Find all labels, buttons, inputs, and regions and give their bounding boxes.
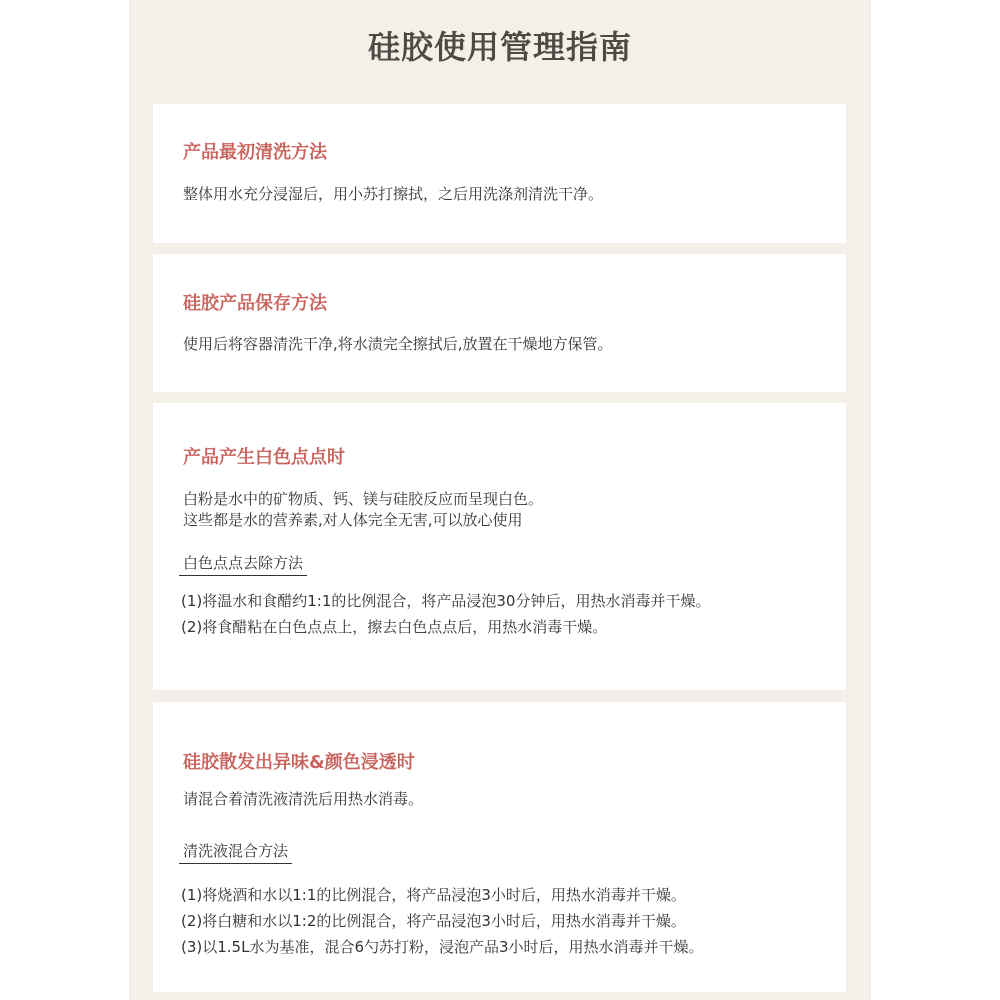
section-text-line: 白粉是水中的矿物质、钙、镁与硅胶反应而呈现白色。 [183, 490, 544, 508]
section-title: 硅胶散发出异味&颜色浸透时 [183, 752, 415, 773]
section-text-line: 这些都是水的营养素,对人体完全无害,可以放心使用 [183, 511, 523, 529]
list-item: (1)将烧酒和水以1:1的比例混合，将产品浸泡3小时后，用热水消毒并干燥。 [181, 886, 686, 904]
list-item: (3)以1.5L水为基准，混合6勺苏打粉，浸泡产品3小时后，用热水消毒并干燥。 [181, 938, 704, 956]
section-card-white-spots [153, 403, 846, 690]
list-item: (2)将食醋粘在白色点点上，擦去白色点点后，用热水消毒干燥。 [181, 618, 608, 636]
section-card-storage [153, 254, 846, 392]
section-title: 硅胶产品保存方法 [183, 293, 327, 314]
section-subheading: 白色点点去除方法 [179, 553, 307, 576]
list-item: (1)将温水和食醋约1:1的比例混合，将产品浸泡30分钟后，用热水消毒并干燥。 [181, 592, 711, 610]
section-text: 使用后将容器清洗干净,将水渍完全擦拭后,放置在干燥地方保管。 [183, 335, 613, 353]
section-card-odor-stain [153, 702, 846, 992]
list-item: (2)将白糖和水以1:2的比例混合，将产品浸泡3小时后，用热水消毒并干燥。 [181, 912, 686, 930]
guide-page [129, 0, 871, 1000]
section-title: 产品产生白色点点时 [183, 447, 345, 468]
method-list [181, 588, 710, 640]
section-subheading: 清洗液混合方法 [179, 841, 292, 864]
section-text: 整体用水充分浸湿后，用小苏打擦拭，之后用洗涤剂清洗干净。 [183, 185, 604, 203]
section-card-initial-cleaning [153, 104, 846, 243]
section-text: 请混合着清洗液清洗后用热水消毒。 [183, 790, 424, 808]
page-title: 硅胶使用管理指南 [367, 28, 632, 66]
section-title: 产品最初清洗方法 [183, 142, 327, 163]
method-list [181, 882, 704, 960]
